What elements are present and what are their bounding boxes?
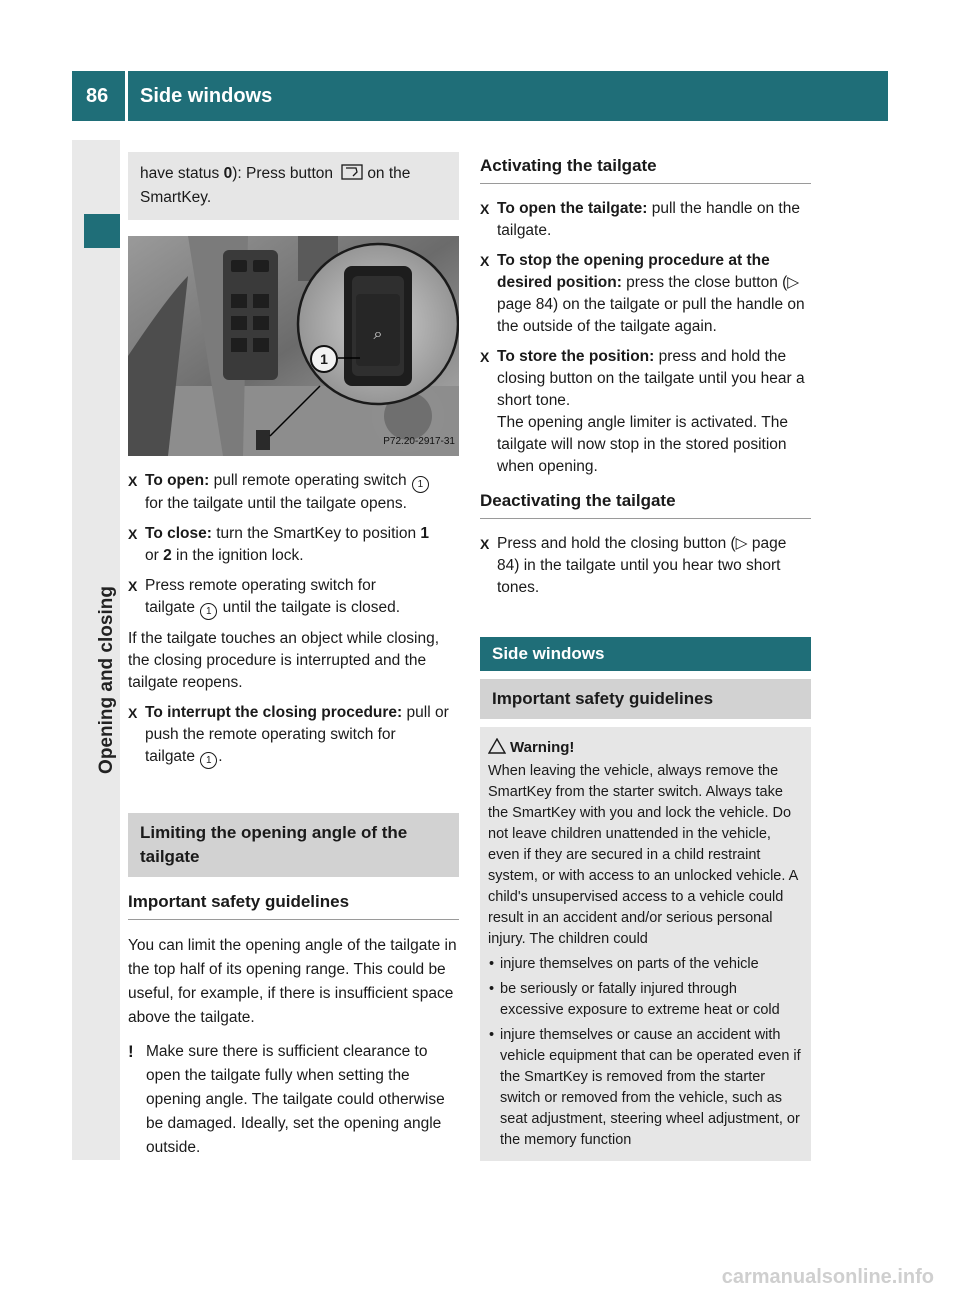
step-arrow-icon: X	[128, 473, 138, 489]
callout-1-icon: 1	[200, 752, 217, 769]
position-1: 1	[420, 525, 430, 542]
note-text: Make sure there is sufficient clearance to open the tailgate fully when setting the opening angle. The tailgate could otherwise be damaged. Ideally, set the opening angle outside.	[146, 1043, 445, 1156]
section-heading-box: Important safety guidelines	[480, 679, 811, 719]
step-text: press and hold the closing button on the tailgate until you hear a short tone.	[497, 348, 805, 409]
bullet-text: injure themselves on parts of the vehicle	[500, 956, 759, 972]
step-text-2: The opening angle limiter is activated. The tailgate will now stop in the stored position when opening.	[497, 414, 788, 475]
step-text: Press and hold the closing button (▷ page 84) in the tailgate until you hear two short tones.	[497, 535, 787, 596]
step-text: pull remote operating switch	[209, 472, 407, 489]
bullet-item: • be seriously or fatally injured through excessive exposure to extreme heat or cold	[489, 981, 780, 1018]
callout-1-icon: 1	[200, 603, 217, 620]
step-text-or: or	[145, 547, 164, 564]
step-title: To stop the opening procedure at the desired position:	[497, 252, 770, 291]
warning-text: When leaving the vehicle, always remove the SmartKey from the starter switch. Always take the SmartKey with you and lock the vehicle. Do not leave children unattended in the vehicle, even if they are secured in a child restraint system, or with access to an unlocked vehicle. A child's unsupervised access to a vehicle could result in an accident and/or serious personal injury. The children could	[488, 763, 798, 947]
step-title: To close:	[145, 525, 212, 542]
step-title: To store the position:	[497, 348, 655, 365]
step-text-2: in the ignition lock.	[171, 547, 304, 564]
section-heading: Deactivating the tailgate	[480, 490, 811, 519]
paragraph: If the tailgate touches an object while closing, the closing procedure is interrupted and the tailgate reopens.	[128, 630, 440, 691]
paragraph: You can limit the opening angle of the tailgate in the top half of its opening range. This could be useful, for example, if there is insufficient space above the tailgate.	[128, 937, 457, 1026]
door-switch-photo	[128, 236, 459, 456]
tailgate-button-icon	[341, 164, 363, 180]
steps-block	[128, 470, 459, 769]
step-item	[480, 198, 811, 242]
chapter-marker	[84, 214, 120, 248]
warning-header	[488, 737, 803, 758]
position-2: 2	[163, 547, 172, 564]
intro-text-3: on the	[367, 165, 411, 182]
step-arrow-icon: X	[128, 705, 138, 721]
exclamation-icon: !	[128, 1042, 134, 1061]
door-switch-figure	[128, 236, 459, 456]
bullet-item: • injure themselves or cause an accident with vehicle equipment that can be operated even if the SmartKey is removed from the starter switch or removed from the vehicle, such as seat adjustment, steering wheel adjustment, or the memory function	[489, 1027, 801, 1148]
step-item	[480, 250, 811, 338]
step-text-2: tailgate	[145, 599, 195, 616]
intro-box	[128, 152, 459, 220]
header-divider	[125, 71, 128, 121]
step-item	[480, 346, 811, 478]
warning-icon	[488, 738, 506, 754]
step-arrow-icon: X	[128, 578, 138, 594]
intro-text-4: SmartKey.	[140, 189, 212, 206]
intro-text: have status	[140, 165, 224, 182]
intro-text-2: ): Press button	[232, 165, 333, 182]
page-title: Side windows	[140, 85, 273, 107]
svg-text:⌕: ⌕	[373, 324, 383, 343]
step-item	[128, 470, 459, 515]
section-bar: Side windows	[480, 637, 811, 671]
note	[128, 1040, 459, 1160]
watermark: carmanualsonline.info	[721, 1266, 934, 1288]
step-text-2: tailgate	[145, 748, 195, 765]
step-title: To interrupt the closing procedure:	[145, 704, 403, 721]
step-arrow-icon: X	[480, 536, 490, 552]
section-heading: Activating the tailgate	[480, 155, 811, 184]
page-number: 86	[86, 85, 109, 107]
right-column	[480, 155, 811, 1161]
page-header	[72, 71, 888, 121]
section-heading-box: Limiting the opening angle of the tailgate	[128, 813, 459, 877]
step-arrow-icon: X	[480, 349, 490, 365]
step-arrow-icon: X	[128, 526, 138, 542]
step-text: Press remote operating switch for	[145, 577, 376, 594]
step-title: To open:	[145, 472, 210, 489]
step-arrow-icon: X	[480, 201, 490, 217]
step-text-2: for the tailgate until the tailgate opens.	[145, 495, 407, 512]
step-text: press the close button (▷ page 84) on the tailgate or pull the handle on the outside of the tailgate again.	[497, 274, 805, 335]
warning-title: Warning!	[510, 739, 575, 756]
figure-label: P72.20-2917-31	[383, 436, 455, 447]
callout-1-icon: 1	[412, 476, 429, 493]
bullet-item: • injure themselves on parts of the vehicle	[489, 956, 759, 972]
step-item	[480, 533, 811, 599]
left-column	[128, 152, 459, 1160]
step-item: X To interrupt the closing procedure: pull or push the remote operating switch for tailgate 1 .	[128, 702, 459, 769]
chapter-title: Opening and closing	[96, 586, 117, 774]
step-text: turn the SmartKey to position	[211, 525, 421, 542]
callout-marker: 1	[310, 345, 338, 373]
step-arrow-icon: X	[480, 253, 490, 269]
bullet-text: injure themselves or cause an accident with vehicle equipment that can be operated even if the SmartKey is removed from the starter switch or removed from the vehicle, such as seat adjustment, steering wheel adjustment, or the memory function	[500, 1027, 801, 1148]
step-title: To open the tailgate:	[497, 200, 648, 217]
chapter-tab	[72, 140, 120, 1160]
step-item	[128, 523, 459, 567]
step-text: pull the handle on the tailgate.	[497, 200, 800, 239]
step-text-3: until the tailgate is closed.	[218, 599, 401, 616]
subheading: Important safety guidelines	[128, 891, 459, 920]
step-text: pull or push the remote operating switch for	[145, 704, 449, 743]
step-item	[128, 575, 459, 620]
status-value: 0	[223, 165, 233, 182]
warning-box	[480, 727, 811, 1161]
bullet-text: be seriously or fatally injured through excessive exposure to extreme heat or cold	[500, 981, 780, 1018]
